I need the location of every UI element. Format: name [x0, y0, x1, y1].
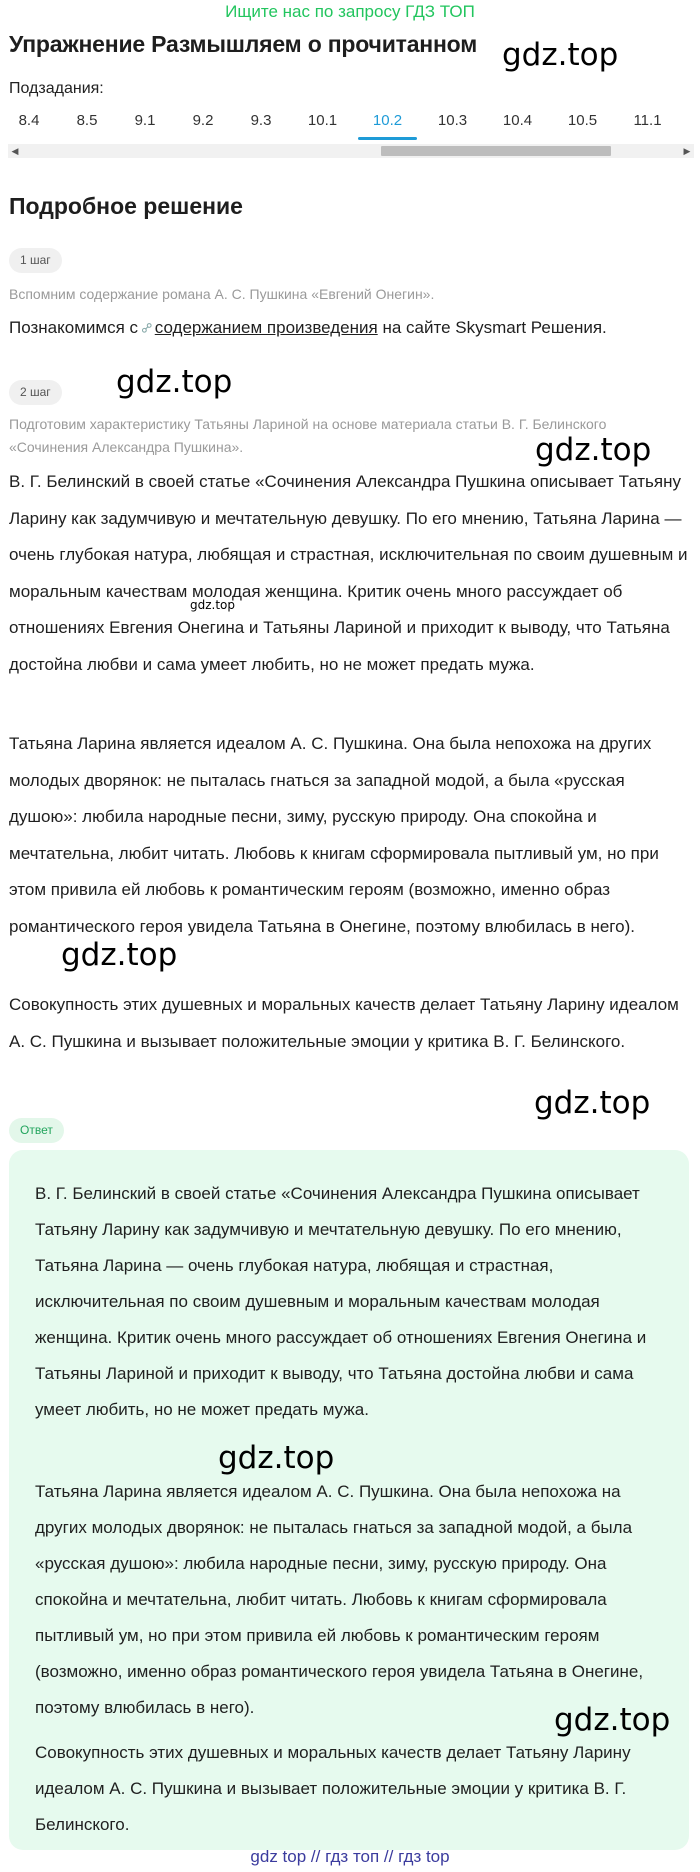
answer-paragraph-3: Совокупность этих душевных и моральных качеств делает Татьяну Ларину идеалом А. С. Пушкина и вызывает положительные эмоции у критика В. Г. Белинского. — [35, 1743, 631, 1834]
subtask-tab[interactable]: 9.1 — [134, 112, 156, 129]
scrollbar-thumb[interactable] — [381, 146, 611, 156]
search-banner: Ищите нас по запросу ГДЗ ТОП — [225, 2, 475, 21]
link-suffix: на сайте Skysmart Решения. — [382, 318, 607, 337]
watermark: gdz.top — [535, 432, 652, 468]
link-prefix: Познакомимся с — [9, 318, 139, 337]
step-2-paragraph-2: Татьяна Ларина является идеалом А. С. Пушкина. Она была непохожа на других молодых дворянок: не пыталась гнаться за западной модой, а была «русская душою»: любила народные песни, зиму, русскую природу. Она спокойна и мечтательна, любит читать. Любовь к книгам сформировала пытливый ум, но при этом привила ей любовь к романтическим героям (возможно, именно образ романтического героя увидела Татьяна в Онегине, поэтому влюбилась в него). — [9, 734, 659, 936]
subtask-tab[interactable]: 10.5 — [567, 112, 598, 129]
step-2-badge: 2 шаг — [9, 380, 62, 405]
step-1-link-line — [9, 315, 607, 341]
watermark: gdz.top — [116, 364, 233, 400]
step-1-hint: Вспомним содержание романа А. С. Пушкина «Евгений Онегин». — [9, 286, 435, 302]
watermark-small: gdz.top — [190, 598, 236, 612]
watermark: gdz.top — [554, 1702, 671, 1738]
content-link[interactable]: содержанием произведения — [154, 318, 378, 337]
horizontal-scrollbar[interactable] — [8, 144, 694, 158]
subtask-tab[interactable]: 10.1 — [307, 112, 338, 129]
subtask-tab[interactable]: 8.5 — [76, 112, 98, 129]
watermark: gdz.top — [534, 1085, 651, 1121]
step-1-badge: 1 шаг — [9, 248, 62, 273]
subtasks-label: Подзадания: — [9, 80, 104, 97]
subtask-tab[interactable]: 9.2 — [192, 112, 214, 129]
subtask-tab[interactable]: 9.3 — [250, 112, 272, 129]
step-2-hint: Подготовим характеристику Татьяны Лариной на основе материала статьи В. Г. Белинского «Сочинения Александра Пушкина». — [9, 416, 607, 455]
answer-paragraph-2: Татьяна Ларина является идеалом А. С. Пушкина. Она была непохожа на других молодых дворянок: не пыталась гнаться за западной модой, а была «русская душою»: любила народные песни, зиму, русскую природу. Она спокойна и мечтательна, любит читать. Любовь к книгам сформировала пытливый ум, но при этом привила ей любовь к романтическим героям (возможно, именно образ романтического героя увидела Татьяна в Онегине, поэтому влюбилась в него). — [35, 1482, 644, 1717]
answer-badge: Ответ — [9, 1118, 64, 1143]
watermark: gdz.top — [218, 1440, 335, 1476]
footer-links[interactable]: gdz top // гдз топ // гдз top — [250, 1847, 450, 1866]
step-2-paragraph-1: В. Г. Белинский в своей статье «Сочинения Александра Пушкина описывает Татьяну Ларину как задумчивую и мечтательную девушку. По его мнению, Татьяна Ларина — очень глубокая натура, любящая и страстная, исключительная по своим душевным и моральным качествам молодая женщина. Критик очень много рассуждает об отношениях Евгения Онегина и Татьяны Лариной и приходит к выводу, что Татьяна достойна любви и сама умеет любить, но не может предать мужа. — [9, 472, 688, 674]
scroll-right-icon[interactable]: ▶ — [683, 145, 691, 156]
subtask-tab[interactable]: 10.2 — [355, 104, 420, 144]
step-2-paragraph-3: Совокупность этих душевных и моральных качеств делает Татьяну Ларину идеалом А. С. Пушкина и вызывает положительные эмоции у критика В. Г. Белинского. — [9, 995, 679, 1051]
solution-title: Подробное решение — [9, 193, 243, 219]
watermark: gdz.top — [61, 937, 178, 973]
link-icon: ⚯ — [137, 318, 157, 338]
subtasks-tabs — [0, 104, 700, 144]
watermark: gdz.top — [502, 37, 619, 73]
subtask-tab[interactable]: 11.1 — [633, 112, 662, 129]
scroll-left-icon[interactable]: ◀ — [11, 145, 19, 156]
subtask-tab[interactable]: 8.4 — [18, 112, 40, 129]
answer-paragraph-1: В. Г. Белинский в своей статье «Сочинения Александра Пушкина описывает Татьяну Ларину как задумчивую и мечтательную девушку. По его мнению, Татьяна Ларина — очень глубокая натура, любящая и страстная, исключительная по своим душевным и моральным качествам молодая женщина. Критик очень много рассуждает об отношениях Евгения Онегина и Татьяны Лариной и приходит к выводу, что Татьяна достойна любви и сама умеет любить, но не может предать мужа. — [35, 1184, 647, 1419]
subtask-tab[interactable]: 10.4 — [502, 112, 533, 129]
exercise-title: Упражнение Размышляем о прочитанном — [9, 31, 478, 57]
subtask-tab[interactable]: 10.3 — [437, 112, 468, 129]
